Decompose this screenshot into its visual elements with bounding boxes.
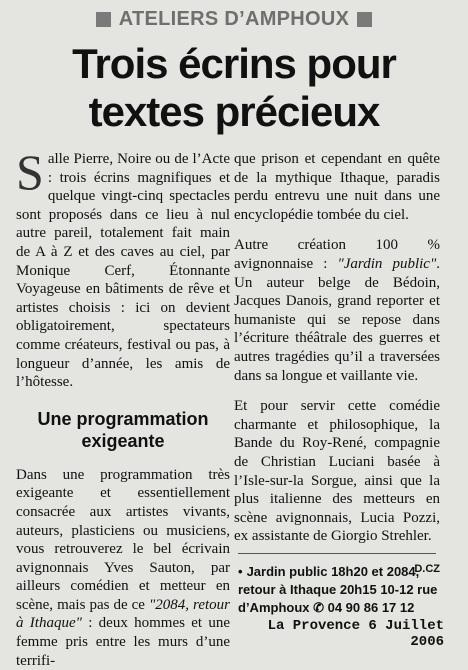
body-paragraph: que prison et cependant en quête de la mythique Ithaque, paradis perdu entrevu une nuit dans une encyclopédie tombée du ciel. [234,151,440,223]
article-column-2 [234,150,440,578]
bullet-icon: • [238,564,243,579]
intro-paragraph [16,144,230,392]
subheading: Une programmation exigeante [37,408,209,451]
practical-info-text: Jardin public 18h20 et 2084, retour à Ithaque 20h15 10-12 rue d’Amphoux ✆ 04 90 86 17 12 [238,564,438,615]
article-column-1 [16,144,231,670]
headline [0,40,468,136]
body-paragraph [16,466,230,670]
publication-footer: La Provence 6 Juillet 2006 [267,618,444,650]
author-byline: D.CZ [414,562,440,575]
headline-line-1: Trois écrins pour [72,40,396,87]
section-kicker [0,6,468,32]
square-bullet-icon [357,12,372,27]
body-text: Autre création 100 % avignonnaise : [234,237,440,272]
kicker-text: ATELIERS D’AMPHOUX [118,7,350,30]
play-title: "Jardin public" [337,255,437,272]
practical-info [238,563,438,617]
drop-cap: S [16,144,44,200]
headline-line-2: textes précieux [88,88,380,135]
body-text: : deux hommes et une femme pris entre les murs d’une terrifi- [16,615,231,669]
body-paragraph: Et pour servir cette comédie charmante et philosophique, la Bande du Roy-René, compagnie de Christian Luciani basée à l’Isle-sur-la Sorgue, ainsi que la plus italienne des metteurs en scène avignonnais, Lucia Pozzi, ex assistante de Giorgio Strehler. [234,398,440,545]
body-text: . Un auteur belge de Bédoin, Jacques Danois, grand reporter et humaniste qui se repose dans l’écriture théâtrale des guerres et autres tragédies qu’il a traversées dans sa longue et vaillante vie. [234,255,440,384]
intro-text: alle Pierre, Noire ou de l’Acte : trois écrins magnifiques et quelque vingt-cinq spectacles sont proposés dans ce lieu à nul autre pareil, totalement fait main de A à Z et des caves au ciel, par Monique Cerf, Étonnante Voyageuse en bâtiments de rêve et artistes choisis : ici on devient obligatoirement, spectateurs comme créateurs, festival ou pas, à longueur d’année, les amis de l’hôtesse. [16,151,230,391]
body-paragraph [234,236,440,385]
play-title: "2084, retour à Ithaque" [16,596,230,632]
body-text: Dans une programmation très exigeante et essentiellement consacrée aux artistes vivants, auteurs, plasticiens ou musiciens, vous retrouverez le bel écrivain avignonnais Yves Sauton, par ailleurs comédien et metteur en scène, mais pas de ce [16,466,230,613]
divider [238,553,436,554]
square-bullet-icon [96,12,111,27]
